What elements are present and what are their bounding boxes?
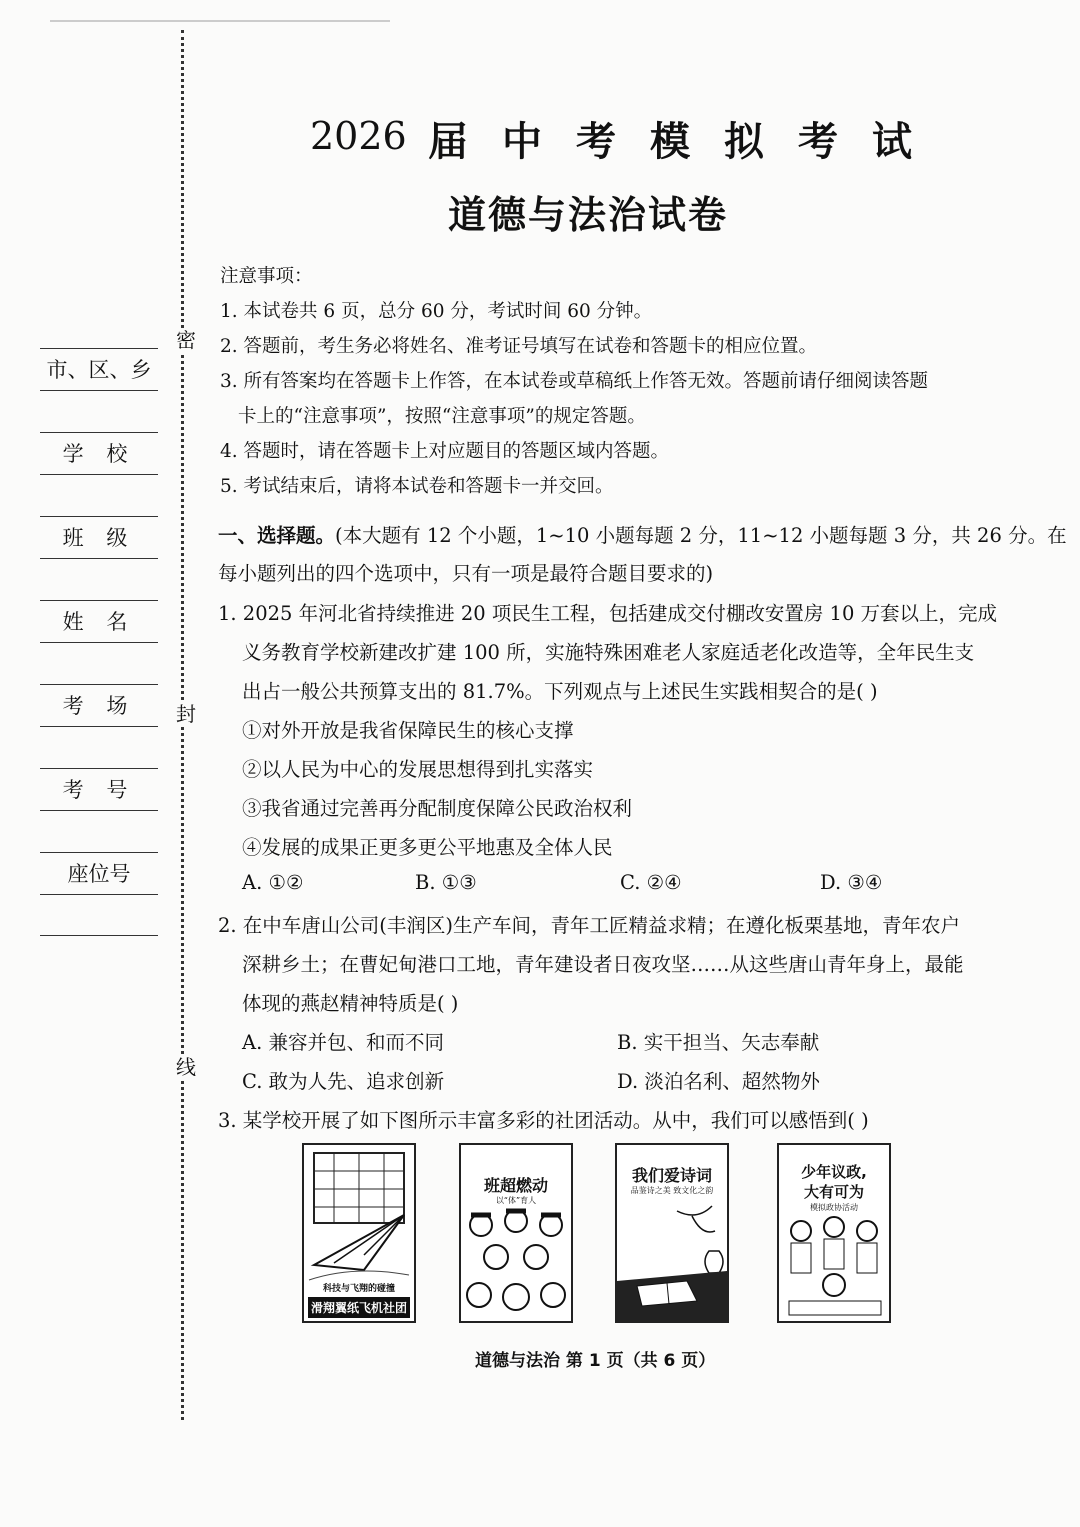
question-1-line: 1. 2025 年河北省持续推进 20 项民生工程，包括建成交付棚改安置房 10 万套以上，完成	[218, 602, 998, 625]
section-label: 一、选择题。	[218, 524, 336, 547]
question-3-line: 3. 某学校开展了如下图所示丰富多彩的社团活动。从中，我们可以感悟到( )	[218, 1109, 869, 1132]
poster-class-sports	[459, 1143, 573, 1323]
poster-1-banner: 滑翔翼纸飞机社团	[308, 1297, 410, 1318]
note-item: 3. 所有答案均在答题卡上作答，在本试卷或草稿纸上作答无效。答题前请仔细阅读答题	[220, 371, 929, 392]
note-item: 2. 答题前，考生务必将姓名、准考证号填写在试卷和答题卡的相应位置。	[220, 336, 818, 357]
section-instructions: (本大题有 12 个小题，1~10 小题每题 2 分，11~12 小题每题 3 分，共 26 分。在	[335, 524, 1067, 547]
poster-4-title-line2: 大有可为	[803, 1183, 864, 1201]
poster-illustration	[304, 1145, 414, 1321]
notes-heading: 注意事项：	[220, 266, 313, 287]
question-1-option-c: C. ②④	[620, 871, 682, 894]
question-1-option-b: B. ①③	[415, 871, 477, 894]
question-2-option-c: C. 敢为人先、追求创新	[242, 1070, 445, 1093]
info-field-class: 班 级	[40, 516, 158, 558]
info-blank	[40, 894, 158, 936]
scan-mark-top	[50, 20, 390, 22]
section-instructions-cont: 每小题列出的四个选项中，只有一项是最符合题目要求的)	[218, 562, 714, 585]
info-field-seat-number: 座位号	[40, 852, 158, 894]
question-1-option-d: D. ③④	[820, 871, 883, 894]
poster-1-title: 科技与飞翔的碰撞	[322, 1284, 395, 1294]
note-item: 5. 考试结束后，请将本试卷和答题卡一并交回。	[220, 476, 614, 497]
poster-4-title: 少年议政,	[801, 1163, 867, 1181]
info-blank	[40, 726, 158, 768]
poster-poetry-club	[615, 1143, 729, 1323]
exam-title-text: 届中考模拟考试	[428, 118, 946, 165]
question-1-statement: ④发展的成果正更多更公平地惠及全体人民	[242, 836, 613, 859]
students-illustration	[461, 1205, 571, 1323]
question-1-statement: ①对外开放是我省保障民生的核心支撑	[242, 719, 574, 742]
section-heading	[218, 520, 1067, 548]
info-blank	[40, 474, 158, 516]
exam-year: 2026	[310, 114, 407, 158]
note-item: 1. 本试卷共 6 页，总分 60 分，考试时间 60 分钟。	[220, 301, 653, 322]
poster-2-title: 班超燃动	[483, 1176, 548, 1195]
poetry-desk-illustration	[617, 1201, 727, 1321]
question-1-statement: ③我省通过完善再分配制度保障公民政治权利	[242, 797, 633, 820]
question-2-line: 体现的燕赵精神特质是( )	[242, 992, 459, 1015]
seal-char-feng: 封	[176, 702, 196, 726]
question-1-line: 出占一般公共预算支出的 81.7%。下列观点与上述民生实践相契合的是( )	[242, 680, 878, 703]
info-blank	[40, 642, 158, 684]
poster-youth-politics	[777, 1143, 891, 1323]
info-field-exam-room: 考 场	[40, 684, 158, 726]
exam-subtitle: 道德与法治试卷	[448, 192, 729, 237]
info-blank	[40, 810, 158, 852]
question-2-option-a: A. 兼容并包、和而不同	[242, 1031, 444, 1054]
note-item: 卡上的“注意事项”，按照“注意事项”的规定答题。	[238, 406, 646, 427]
poster-3-title: 我们爱诗词	[631, 1166, 712, 1185]
question-1-option-a: A. ①②	[242, 871, 304, 894]
note-item: 4. 答题时，请在答题卡上对应题目的答题区域内答题。	[220, 441, 670, 462]
info-blank	[40, 390, 158, 432]
seal-char-xian: 线	[176, 1055, 196, 1079]
question-2-line: 2. 在中车唐山公司(丰润区)生产车间，青年工匠精益求精；在遵化板栗基地，青年农户	[218, 914, 961, 937]
poster-4-subtitle: 模拟政协活动	[810, 1203, 858, 1212]
question-2-option-b: B. 实干担当、矢志奉献	[617, 1031, 820, 1054]
poster-2-subtitle: 以“体”育人	[495, 1196, 537, 1205]
question-1-line: 义务教育学校新建改扩建 100 所，实施特殊困难老人家庭适老化改造等，全年民生支	[242, 641, 975, 664]
poster-paper-airplane-club	[302, 1143, 416, 1323]
info-field-name: 姓 名	[40, 600, 158, 642]
info-field-school: 学 校	[40, 432, 158, 474]
info-field-exam-number: 考 号	[40, 768, 158, 810]
candidate-info-box	[40, 348, 158, 938]
info-field-district: 市、区、乡	[40, 348, 158, 390]
poster-3-subtitle: 品鉴诗之美 致文化之韵	[630, 1186, 714, 1195]
info-blank	[40, 558, 158, 600]
question-1-statement: ②以人民为中心的发展思想得到扎实落实	[242, 758, 594, 781]
question-2-option-d: D. 淡泊名利、超然物外	[617, 1070, 820, 1093]
question-2-line: 深耕乡土；在曹妃甸港口工地，青年建设者日夜攻坚……从这些唐山青年身上，最能	[242, 953, 964, 976]
page-footer: 道德与法治 第 1 页（共 6 页）	[475, 1351, 716, 1371]
seal-char-mi: 密	[176, 328, 196, 352]
students-meeting-illustration	[779, 1213, 889, 1323]
